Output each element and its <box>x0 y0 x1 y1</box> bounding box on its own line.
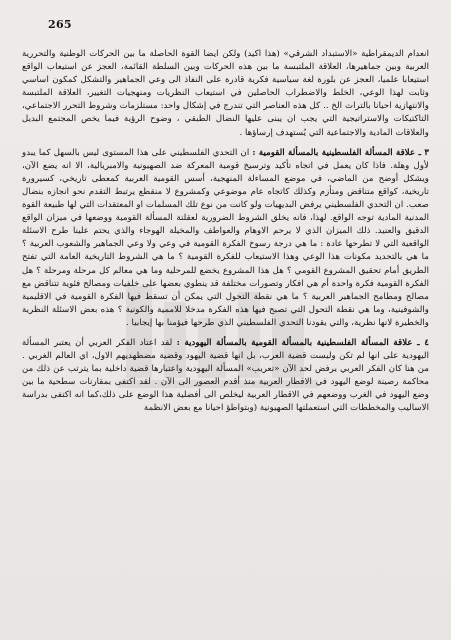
paragraph-1 <box>22 48 429 140</box>
paragraph-1-text: انعدام الديمقراطية «الاستبداد الشرقي» (هذا اكيد) ولكن ايضا القوة الحاصلة ما بين الحركات الوطنية والتحررية العربية وبين جماهيرها، العلاقة الملتبسة ما بين هذه الحركات وبين السلطة القائمة، العجز عن استيعاب الواقع استيعابا علميا، العجز عن بلورة لغة سياسية فكرية قادرة على النفاذ الى وعي الجماهير والتشكل كمكون اساسي وثابت لهذا الوعي، الخلط والاضطراب الحاصلين في استيعاب النظريات ومنهجيات التغيير، العلاقة الملتبسة والانتهازية احيانا بالتراث الخ .. كل هذه العناصر التي تندرج في إشكال واحد: مستلزمات وشروط التحرر الاجتماعي، التاكتيكات والاستراتيجية التي يجب ان يبنى عليها النضال الطبقي ، وضوح الرؤية فيما يخص المجتمع البديل والعلاقات المادية والاجتماعية التي يُستهدف إرساؤها . <box>22 49 429 138</box>
paragraph-2 <box>22 147 429 330</box>
article-body <box>22 48 429 423</box>
section-3-title: ٣ ـ علاقة المسألة الفلسطينية بالمسألة القومية : <box>252 147 429 158</box>
paragraph-2-text: ان التحدي الفلسطيني على هذا المستوى ليس بالسهل كما يبدو لأول وهلة. فاذا كان يعمل في اتجاه تأكيد وترسيخ قومية المعركة ضد الصهيونية والامبريالية، الا انه يضع الآن، ويشكل أوضح من الماضي، في موضع المساءلة المنهجية، أسس القومية العربية كمعطى تاريخي، كسيرورة تاريخية، كواقع متناقض ومتأزم وكذلك كاتجاه عام موضوعي وكمشروع لا منقطع يرتبط التقدم نحو انجازه بنضال صعب. ان التحدي الفلسطيني يرفض البديهيات ولو كانت من نوع تلك المسلمات او المعتقدات التي لها طبيعة القوة المدنية المادية توجه الواقع. لهذا، فانه يخلق الشروط الضرورية لعقلنة المسألة القومية ووضعها في ميزان الواقع الدقيق والعنيد. ذلك الميزان الذي لا يرحم الاوهام والعواطف والمخيلة الهوجاء والذي يحتم علينا طرح الاسئلة الواقعية التي لا تطرحها عادة : ما هي درجة رسوخ الفكرة القومية في وعي ولا وعي الجماهير والشعوب العربية ؟ ما هي بالتحديد مكونات هذا الوعي وهذا الاستيعاب للفكرة القومية ؟ ما هي الشروط التاريخية العامة التي تفتح الطريق أمام تحقيق المشروع القومي ؟ هل هذا المشروع يخضع للمرحلية وما هي معالم كل مرحلة ومرحلة ؟ هل الفكرة القومية فكرة واحدة أم هي افكار وتصورات مختلفة قد ينطوي بعضها على خلفيات ومصالح فئوية تتناقض مع مصالح ومطامح الجماهير العربية ؟ ما هي نقطة التحول التي يمكن أن تسقط فيها الفكرة القومية في الاقليمية والشوفينية، وما هي نقطة التحول التي تصبح فيها هذه الفكرة مدخلا للاممية والكونية ؟ هذه بعض الاسئلة النظرية والخطيرة لانها نظرية، والتي يقودنا التحدي الفلسطيني الذي طرحها فيؤمنا بها إيجابيا . <box>22 147 429 328</box>
page-number: 265 <box>48 18 72 31</box>
paragraph-3-text: لقد اعتاد الفكر العربي أن يعتبر المسألة اليهودية على انها لم تكن وليست قضية العرب، بل انها قضية اليهود وقضية مضطهديهم الاول، اي العالم الغربي . من هنا كان الفكر العربي يرفض لحد الآن «تعريب» المسألة اليهودية واعتبارها قضية داخلية بما يترتب عن ذلك من محاكمة رصينة لوضع اليهود في الاقطار العربية منذ أقدم العصور الى الآن . لقد اكتفى بمقارنات سطحية ما بين وضع اليهود في الغرب ووضعهم في الاقطار العربية ليخلص الى أفضلية هذا الوضع على ذلك،كما انه اكتفى بدراسة الاساليب والمخططات التي استعملتها الصهيونية (وبتواطؤ احيانا مع بعض الانظمة <box>22 337 429 414</box>
section-4-title: ٤ ـ علاقة المسألة الفلسطينية بالمسألة القومية بالمسألة اليهودية : <box>176 337 429 348</box>
paragraph-3 <box>22 337 429 416</box>
